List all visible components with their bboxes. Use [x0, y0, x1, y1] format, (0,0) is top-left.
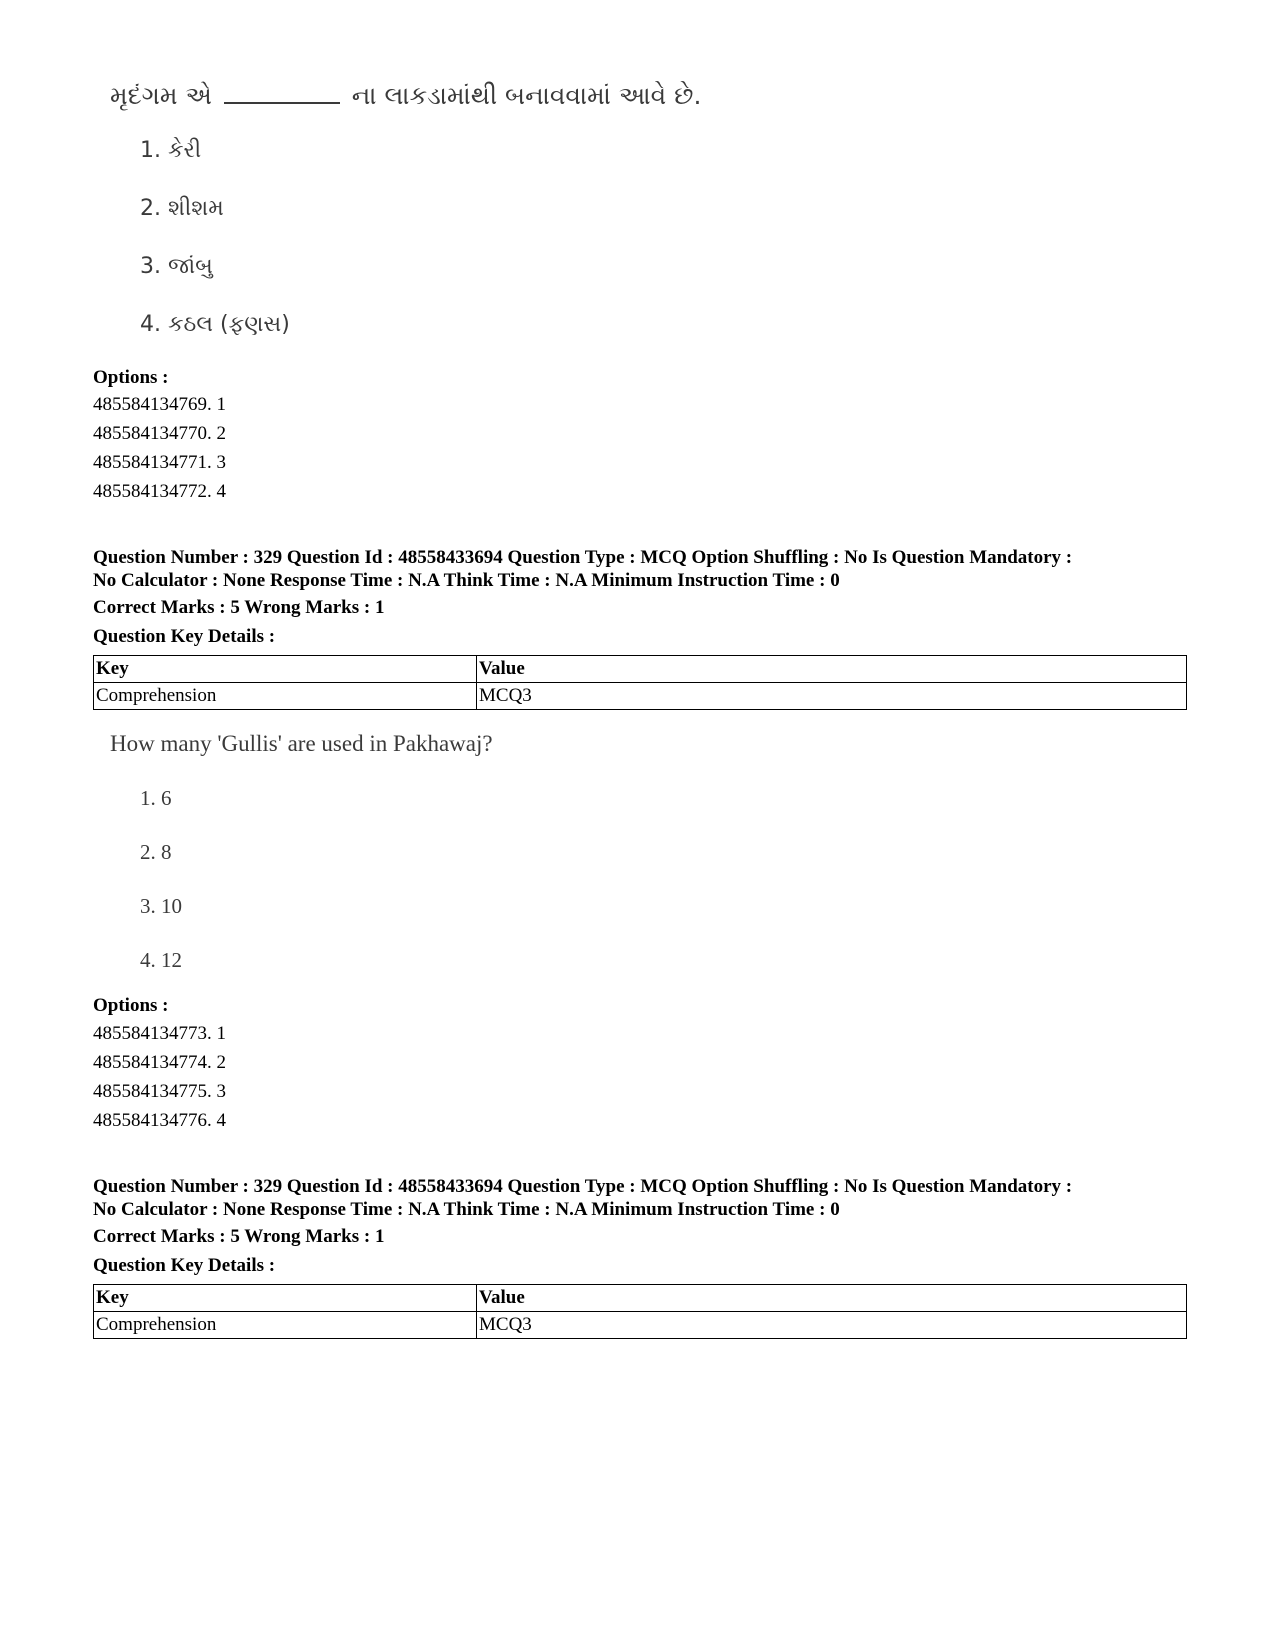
choice-4: 4. કઠલ (ફણસ)	[140, 312, 290, 337]
option-id-b-4: 485584134776. 4	[93, 1110, 226, 1131]
option-id-b-1: 485584134773. 1	[93, 1023, 226, 1044]
option-id-1: 485584134769. 1	[93, 394, 226, 415]
marks-line-2: Correct Marks : 5 Wrong Marks : 1	[93, 1226, 385, 1247]
option-id-b-3: 485584134775. 3	[93, 1081, 226, 1102]
header-key: Key	[94, 656, 477, 683]
option-id-2: 485584134770. 2	[93, 423, 226, 444]
meta-line-1: Question Number : 329 Question Id : 48558433694 Question Type : MCQ Option Shuffling : No Is Question Mandatory :	[93, 1176, 1073, 1197]
options-label-b: Options :	[93, 995, 169, 1016]
option-id-3: 485584134771. 3	[93, 452, 226, 473]
stem-after: ના લાકડામાંથી બનાવવામાં આવે છે.	[351, 81, 702, 110]
choice-3: 3. જાંબુ	[140, 254, 213, 279]
options-label: Options :	[93, 367, 169, 388]
cell-key: Comprehension	[94, 683, 477, 710]
meta-line-2: No Calculator : None Response Time : N.A Think Time : N.A Minimum Instruction Time : 0	[93, 570, 840, 591]
question-meta	[93, 546, 1193, 592]
cell-value: MCQ3	[477, 683, 1187, 710]
choice-b-2: 2. 8	[140, 840, 172, 864]
meta-line-1: Question Number : 329 Question Id : 48558433694 Question Type : MCQ Option Shuffling : No Is Question Mandatory :	[93, 547, 1073, 568]
option-id-4: 485584134772. 4	[93, 481, 226, 502]
question-meta-2	[93, 1175, 1193, 1221]
header-value: Value	[477, 1285, 1187, 1312]
table-header-row	[94, 1285, 1187, 1312]
stem-before: મૃદંગમ એ	[110, 81, 212, 110]
meta-line-2: No Calculator : None Response Time : N.A Think Time : N.A Minimum Instruction Time : 0	[93, 1199, 840, 1220]
table-header-row	[94, 656, 1187, 683]
header-key: Key	[94, 1285, 477, 1312]
question-stem-gujarati	[110, 80, 701, 111]
choice-2: 2. શીશમ	[140, 196, 224, 221]
choice-1: 1. કેરી	[140, 138, 202, 163]
choice-b-1: 1. 6	[140, 786, 172, 810]
choice-b-4: 4. 12	[140, 948, 182, 972]
cell-key: Comprehension	[94, 1312, 477, 1339]
stem-blank	[224, 80, 340, 104]
key-details-label: Question Key Details :	[93, 626, 276, 647]
key-value-table-2	[93, 1284, 1187, 1339]
choice-b-3: 3. 10	[140, 894, 182, 918]
table-row	[94, 1312, 1187, 1339]
key-details-label-2: Question Key Details :	[93, 1255, 276, 1276]
option-id-b-2: 485584134774. 2	[93, 1052, 226, 1073]
key-value-table	[93, 655, 1187, 710]
table-row	[94, 683, 1187, 710]
cell-value: MCQ3	[477, 1312, 1187, 1339]
question-stem-english: How many 'Gullis' are used in Pakhawaj?	[110, 731, 493, 756]
header-value: Value	[477, 656, 1187, 683]
marks-line: Correct Marks : 5 Wrong Marks : 1	[93, 597, 385, 618]
